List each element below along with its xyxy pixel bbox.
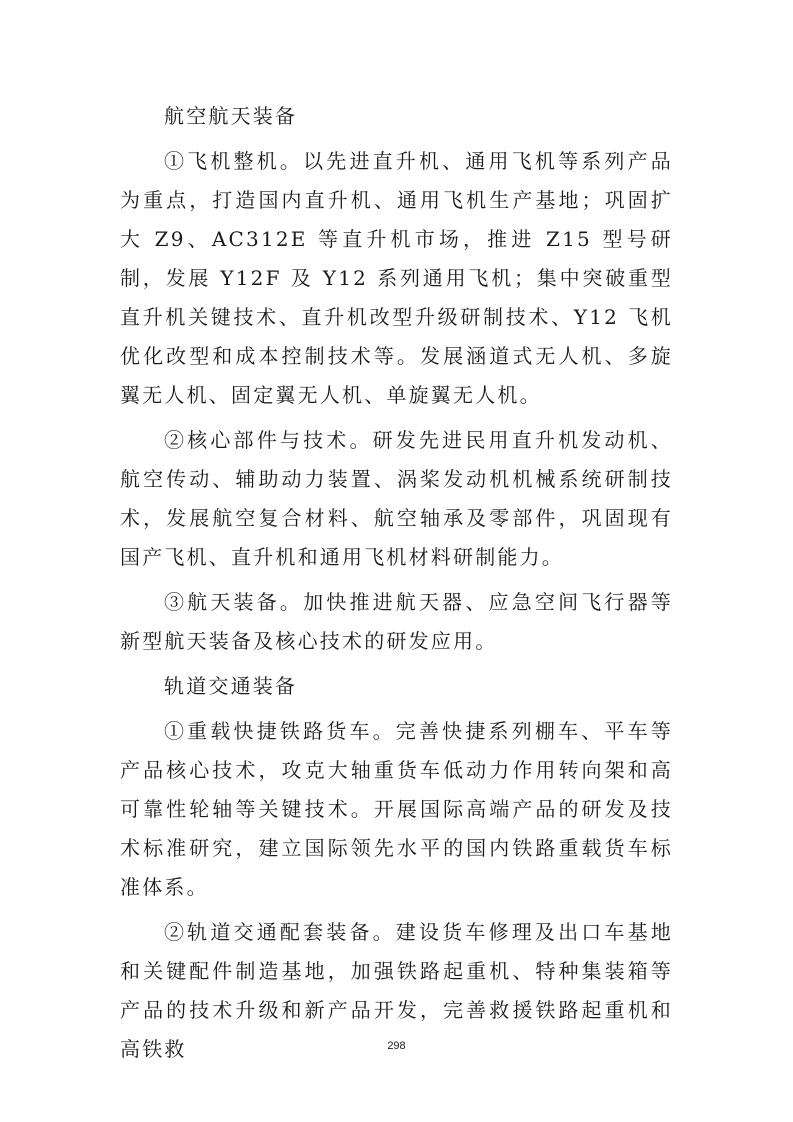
- section-heading-rail: 轨道交通装备: [164, 674, 298, 698]
- page-number: 298: [387, 1040, 406, 1052]
- paragraph-core-components: ②核心部件与技术。研发先进民用直升机发动机、航空传动、辅助动力装置、涡桨发动机机械系统研制技术，发展航空复合材料、航空轴承及零部件，巩固现有国产飞机、直升机和通用飞机材料研制能力。: [120, 428, 673, 569]
- section-heading-aerospace: 航空航天装备: [164, 104, 298, 128]
- paragraph-space-equipment: ③航天装备。加快推进航天器、应急空间飞行器等新型航天装备及核心技术的研发应用。: [120, 590, 673, 653]
- paragraph-freight-cars: ①重载快捷铁路货车。完善快捷系列棚车、平车等产品核心技术，攻克大轴重货车低动力作用转向架和高可靠性轮轴等关键技术。开展国际高端产品的研发及技术标准研究，建立国际领先水平的国内铁路重载货车标准体系。: [120, 719, 673, 899]
- paragraph-rail-supporting-equipment: ②轨道交通配套装备。建设货车修理及出口车基地和关键配件制造基地，加强铁路起重机、特种集装箱等产品的技术升级和新产品开发，完善救援铁路起重机和高铁救: [120, 920, 673, 1061]
- paragraph-aircraft: ①飞机整机。以先进直升机、通用飞机等系列产品为重点，打造国内直升机、通用飞机生产基地；巩固扩大 Z9、AC312E 等直升机市场，推进 Z15 型号研制，发展 Y12F 及 Y12 系列通用飞机；集中突破重型直升机关键技术、直升机改型升级研制技术、Y12 飞机优化改型和成本控制技术等。发展涵道式无人机、多旋翼无人机、固定翼无人机、单旋翼无人机。: [120, 149, 673, 407]
- body-text: [120, 97, 673, 1075]
